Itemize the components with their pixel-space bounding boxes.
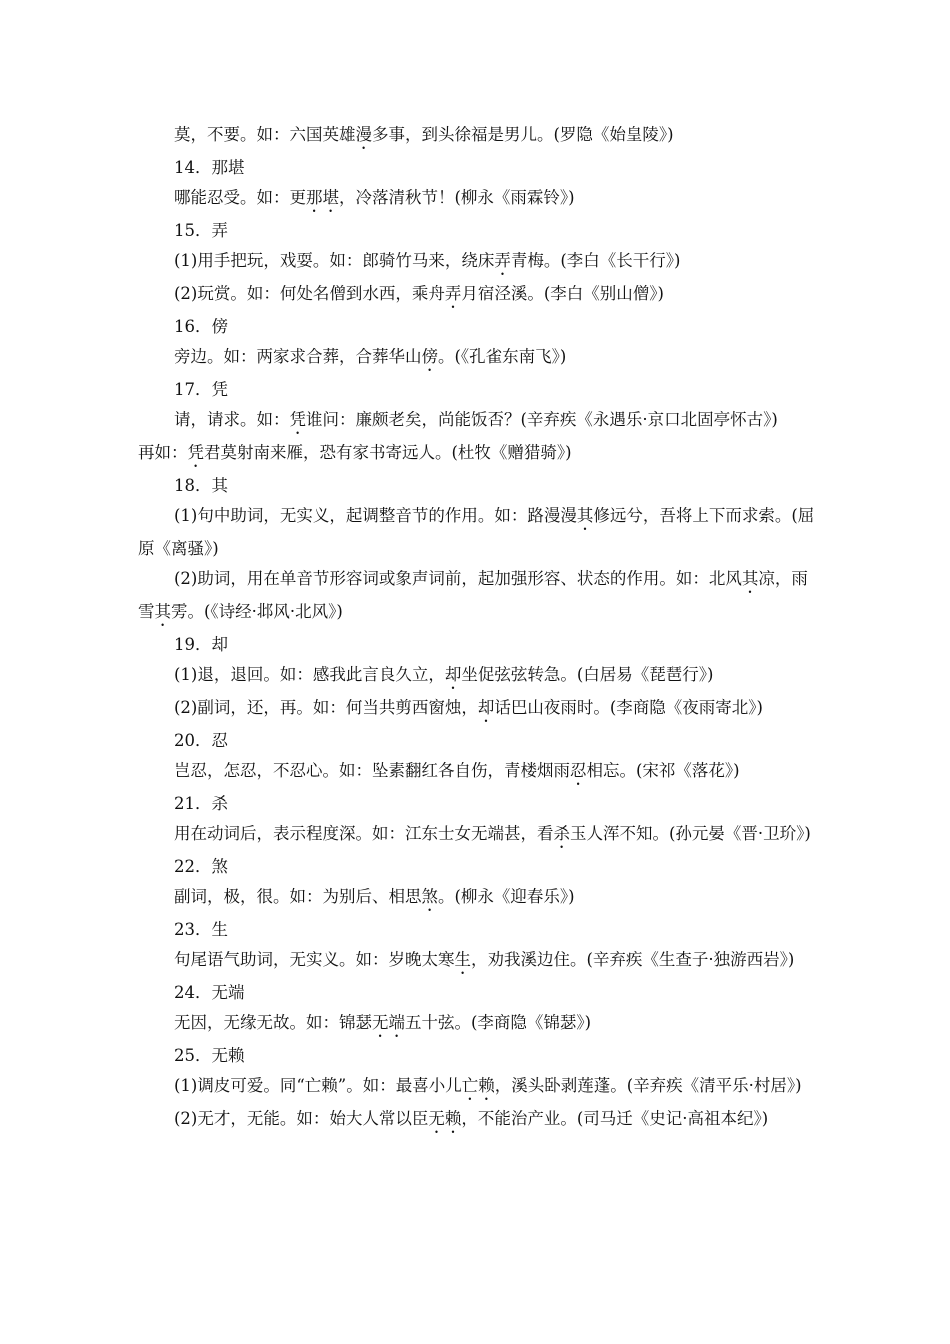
document-page	[138, 120, 818, 1137]
text-segment: 岂忍，怎忍，不忍心。如：坠素翻红各自伤，青楼烟雨	[174, 761, 570, 780]
definition-line	[138, 120, 818, 153]
text-segment: (2)副词，还，再。如：何当共剪西窗烛，	[174, 698, 478, 717]
definition-line	[138, 183, 818, 216]
definition-line	[138, 945, 818, 978]
definition-line	[138, 246, 818, 279]
text-segment: 副词，极，很。如：为别后、相思	[174, 887, 422, 906]
text-segment: 20．忍	[174, 731, 228, 750]
entry-heading	[138, 726, 818, 756]
emphasized-term: 弄	[444, 284, 462, 303]
definition-line	[138, 882, 818, 915]
definition-line	[138, 405, 818, 438]
emphasized-term: 杀	[553, 824, 570, 843]
emphasized-term: 那堪	[306, 188, 339, 207]
definition-line	[138, 693, 818, 726]
text-segment: (2)无才，无能。如：始大人常以臣	[174, 1109, 429, 1128]
text-segment: 哪能忍受。如：更	[174, 188, 306, 207]
text-segment: (2)助词，用在单音节形容词或象声词前，起加强形容、状态的作用。如：北风	[174, 569, 742, 588]
text-segment: 无因，无缘无故。如：锦瑟	[174, 1013, 372, 1032]
entry-heading	[138, 471, 818, 501]
emphasized-term: 生	[454, 950, 471, 969]
definition-line	[138, 1104, 818, 1137]
entry-heading	[138, 216, 818, 246]
text-segment: 25．无赖	[174, 1046, 245, 1065]
emphasized-term: 无赖	[428, 1109, 462, 1128]
emphasized-term: 亡赖	[461, 1076, 495, 1095]
text-segment: 雱。(《诗经·邶风·北风》)	[171, 602, 343, 621]
text-segment: (1)调皮可爱。同“亡赖”。如：最喜小儿	[174, 1076, 462, 1095]
text-segment: 旁边。如：两家求合葬，合葬华山	[174, 347, 422, 366]
text-segment: 君莫射南来雁，恐有家书寄远人。(杜牧《赠猎骑》)	[204, 443, 572, 462]
entry-heading	[138, 312, 818, 342]
text-segment: 16．傍	[174, 317, 228, 336]
text-segment: 月宿泾溪。(李白《别山僧》)	[461, 284, 664, 303]
definition-line	[138, 564, 818, 630]
text-segment: ，冷落清秋节！(柳永《雨霖铃》)	[339, 188, 575, 207]
entry-heading	[138, 1041, 818, 1071]
emphasized-term: 忍	[570, 761, 587, 780]
text-segment: 句尾语气助词，无实义。如：岁晚太寒	[174, 950, 455, 969]
definition-line	[138, 279, 818, 312]
entry-heading	[138, 852, 818, 882]
text-segment: 18．其	[174, 476, 228, 495]
text-segment: 谁问：廉颇老矣，尚能饭否？(辛弃疾《永遇乐·京口北固亭怀古》)	[306, 410, 778, 429]
definition-line	[138, 501, 818, 564]
definition-line	[138, 1071, 818, 1104]
emphasized-term: 其	[154, 602, 171, 621]
text-segment: ，溪头卧剥莲蓬。(辛弃疾《清平乐·村居》)	[494, 1076, 802, 1095]
text-segment: 19．却	[174, 635, 228, 654]
text-segment: 24．无端	[174, 983, 245, 1002]
text-segment: 多事，到头徐福是男儿。(罗隐《始皇陵》)	[372, 125, 674, 144]
emphasized-term: 却	[444, 665, 462, 684]
text-segment: 五十弦。(李商隐《锦瑟》)	[405, 1013, 592, 1032]
text-segment: 23．生	[174, 920, 228, 939]
text-segment: 再如：	[138, 443, 188, 462]
text-segment: 21．杀	[174, 794, 228, 813]
emphasized-term: 弄	[494, 251, 511, 270]
entry-heading	[138, 375, 818, 405]
definition-line	[138, 438, 818, 471]
definition-line	[138, 819, 818, 852]
text-segment: 。(《孔雀东南飞》)	[438, 347, 567, 366]
text-segment: 17．凭	[174, 380, 228, 399]
text-segment: 请，请求。如：	[174, 410, 290, 429]
text-segment: 相忘。(宋祁《落花》)	[586, 761, 740, 780]
text-segment: 莫，不要。如：六国英雄	[174, 125, 356, 144]
entry-heading	[138, 978, 818, 1008]
entry-heading	[138, 915, 818, 945]
text-segment: 22．煞	[174, 857, 228, 876]
text-segment: 修远兮，吾将上下而求索。(屈原《离骚》)	[138, 506, 815, 558]
definition-line	[138, 756, 818, 789]
text-segment: 玉人浑不知。(孙元晏《晋·卫玠》)	[570, 824, 811, 843]
entry-heading	[138, 630, 818, 660]
text-segment: (1)用手把玩，戏耍。如：郎骑竹马来，绕床	[174, 251, 495, 270]
emphasized-term: 凭	[289, 410, 306, 429]
emphasized-term: 煞	[421, 887, 438, 906]
emphasized-term: 傍	[421, 347, 438, 366]
emphasized-term: 凭	[187, 443, 204, 462]
text-segment: 青梅。(李白《长干行》)	[510, 251, 681, 270]
text-segment: 15．弄	[174, 221, 228, 240]
definition-line	[138, 1008, 818, 1041]
text-segment: 凉，雨雪	[138, 569, 808, 621]
emphasized-term: 其	[741, 569, 759, 588]
emphasized-term: 漫	[355, 125, 372, 144]
definition-line	[138, 660, 818, 693]
text-segment: 话巴山夜雨时。(李商隐《夜雨寄北》)	[494, 698, 763, 717]
text-segment: (2)玩赏。如：何处名僧到水西，乘舟	[174, 284, 445, 303]
emphasized-term: 却	[477, 698, 495, 717]
entry-heading	[138, 153, 818, 183]
text-segment: ，劝我溪边住。(辛弃疾《生查子·独游西岩》)	[471, 950, 795, 969]
text-segment: 用在动词后，表示程度深。如：江东士女无端甚，看	[174, 824, 554, 843]
emphasized-term: 无端	[372, 1013, 405, 1032]
text-segment: ，不能治产业。(司马迁《史记·高祖本纪》)	[461, 1109, 769, 1128]
text-segment: 。(柳永《迎春乐》)	[438, 887, 575, 906]
text-segment: (1)句中助词，无实义，起调整音节的作用。如：路漫漫	[174, 506, 577, 525]
entry-heading	[138, 789, 818, 819]
text-segment: 坐促弦弦转急。(白居易《琵琶行》)	[461, 665, 714, 684]
text-segment: (1)退，退回。如：感我此言良久立，	[174, 665, 445, 684]
text-segment: 14．那堪	[174, 158, 245, 177]
emphasized-term: 其	[576, 506, 594, 525]
definition-line	[138, 342, 818, 375]
